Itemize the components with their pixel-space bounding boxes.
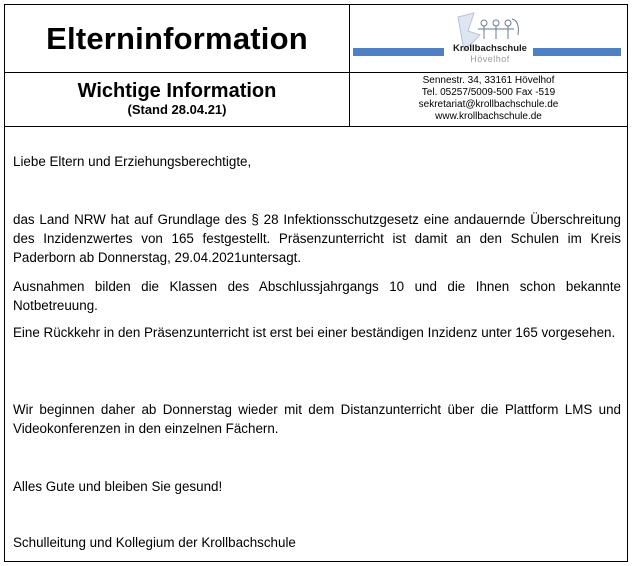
contact-email: sekretariat@krollbachschule.de bbox=[418, 99, 559, 110]
stand-date: (Stand 28.04.21) bbox=[127, 102, 227, 117]
contact-web: www.krollbachschule.de bbox=[435, 111, 542, 122]
paragraph-1: das Land NRW hat auf Grundlage des § 28 Infektionsschutzgesetz eine andauernde Überschreitung des Inzidenzwertes von 165 festgestellt. Präsenzunterricht ist damit an den Schulen im Kreis Paderborn ab Donnerstag, 29.04.2021untersagt. bbox=[13, 212, 621, 265]
letter-frame bbox=[4, 4, 628, 562]
contact-address: Sennestr. 34, 33161 Hövelhof bbox=[422, 75, 555, 86]
subtitle-block bbox=[5, 72, 349, 126]
logo-school-place: Hövelhof bbox=[470, 54, 510, 64]
paragraph-2: Ausnahmen bilden die Klassen des Abschlussjahrgangs 10 und die Ihnen schon bekannte Notbetreuung. bbox=[13, 279, 621, 313]
paragraph-3: Eine Rückkehr in den Präsenzunterricht ist erst bei einer beständigen Inzidenz unter 165 vorgesehen. bbox=[13, 325, 616, 340]
closing: Alles Gute und bleiben Sie gesund! bbox=[13, 479, 223, 494]
signature: Schulleitung und Kollegium der Krollbachschule bbox=[13, 535, 296, 550]
document-title: Elterninformation bbox=[46, 20, 308, 56]
logo-bar-left bbox=[353, 48, 444, 56]
school-logo bbox=[350, 5, 627, 72]
paragraph-4: Wir beginnen daher ab Donnerstag wieder mit dem Distanzunterricht über die Plattform LMS und Videokonferenzen in den einzelnen Fächern. bbox=[13, 402, 621, 436]
subtitle: Wichtige Information bbox=[77, 80, 277, 102]
logo-bar-right bbox=[533, 48, 621, 56]
contact-block bbox=[350, 72, 627, 126]
greeting: Liebe Eltern und Erziehungsberechtigte, bbox=[13, 154, 252, 169]
logo-school-name: Krollbachschule bbox=[453, 43, 527, 54]
contact-phone: Tel. 05257/5009-500 Fax -519 bbox=[421, 87, 556, 98]
